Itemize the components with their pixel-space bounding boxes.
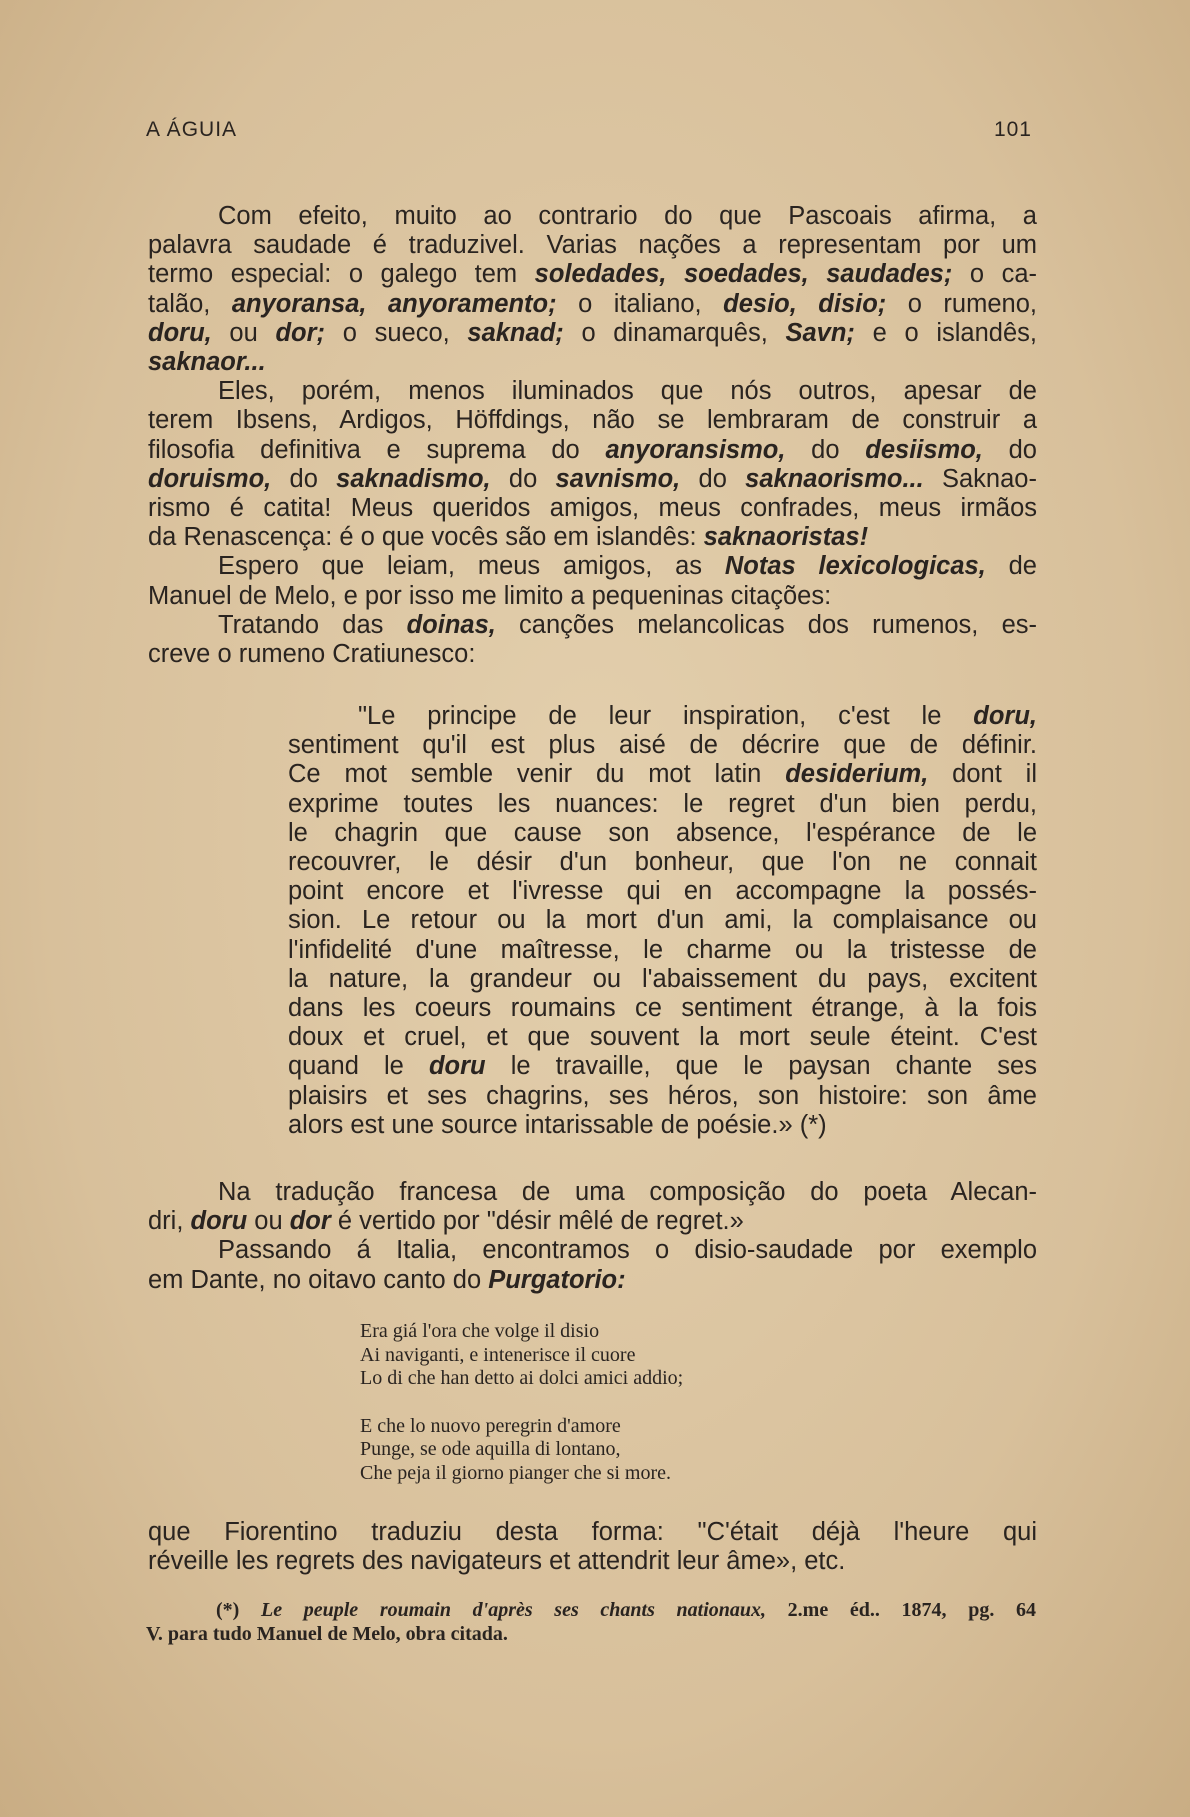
text-line: talão, anyoransa, anyoramento; o italiano, desio, disio; o rumeno, — [148, 289, 1037, 318]
text-line: Manuel de Melo, e por isso me limito a pequeninas citações: — [148, 581, 832, 610]
emphasis: doru, — [973, 702, 1037, 730]
text-line: filosofia definitiva e suprema do anyoransismo, do desiismo, do — [148, 435, 1037, 464]
body-paragraph — [148, 1236, 1037, 1294]
emphasis: doru — [428, 1052, 486, 1081]
emphasis: Notas lexicologicas, — [724, 552, 986, 581]
emphasis: soledades, soedades, saudades; — [534, 260, 953, 289]
page-number: 101 — [993, 118, 1032, 141]
footnote — [146, 1598, 1036, 1646]
emphasis: doinas, — [406, 610, 496, 639]
text-line: creve o rumeno Cratiunesco: — [148, 640, 476, 669]
dante-verse — [360, 1320, 683, 1485]
text-line: terem Ibsens, Ardigos, Höffdings, não se lembraram de construir a — [148, 406, 1037, 435]
footnote-line: V. para tudo Manuel de Melo, obra citada. — [146, 1623, 508, 1645]
quote-line: doux et cruel, et que souvent la mort seule éteint. C'est — [288, 1023, 1037, 1052]
body-paragraph — [148, 377, 1037, 552]
emphasis: desiismo, — [865, 435, 983, 464]
text-line: Passando á Italia, encontramos o disio-saudade por exemplo — [218, 1236, 1037, 1265]
quote-line: point encore et l'ivresse qui en accompagne la possés- — [288, 877, 1037, 906]
text-line — [148, 348, 1037, 377]
verse-line: Era giá l'ora che volge il disio — [360, 1320, 600, 1342]
quote-line: "Le principe de leur inspiration, c'est le doru, — [358, 702, 1037, 730]
text-line: Na tradução francesa de uma composição do poeta Alecan- — [218, 1178, 1037, 1206]
emphasis: dor — [289, 1207, 331, 1236]
quote-line: le chagrin que cause son absence, l'espérance de le — [288, 818, 1037, 847]
text-line: doruismo, do saknadismo, do savnismo, do saknaorismo... Saknao- — [148, 464, 1037, 493]
emphasis: dor; — [275, 318, 326, 347]
text-line: réveille les regrets des navigateurs et attendrit leur âme», etc. — [148, 1547, 846, 1576]
emphasis: saknadismo, — [336, 464, 491, 493]
quote-line: sentiment qu'il est plus aisé de décrire que de définir. — [288, 731, 1037, 760]
emphasis: desio, disio; — [723, 289, 887, 318]
emphasis: doru, — [148, 318, 212, 347]
text-line: Espero que leiam, meus amigos, as Notas lexicologicas, de — [218, 552, 1037, 581]
emphasis: savnismo, — [555, 464, 681, 493]
text-line: que Fiorentino traduziu desta forma: "C'était déjà l'heure qui — [148, 1518, 1037, 1546]
closing-text — [148, 1518, 1037, 1576]
text-line: rismo é catita! Meus queridos amigos, meus confrades, meus irmãos — [148, 494, 1037, 523]
emphasis: saknaoristas! — [703, 523, 869, 552]
text-line: dri, doru ou dor é vertido por "désir mêlé de regret.» — [148, 1207, 744, 1236]
body-paragraph — [148, 552, 1037, 610]
quote-line: recouvrer, le désir d'un bonheur, que l'on ne connait — [288, 848, 1037, 877]
emphasis: saknaor... — [148, 348, 266, 377]
footnote-line: (*) Le peuple roumain d'après ses chants nationaux, 2.me éd.. 1874, pg. 64 — [216, 1599, 1036, 1621]
emphasis: Savn; — [785, 318, 855, 347]
emphasis: Purgatorio: — [488, 1265, 626, 1294]
text-line: palavra saudade é traduzivel. Varias nações a representam por um — [148, 231, 1037, 260]
verse-line: Ai naviganti, e intenerisce il cuore — [360, 1343, 636, 1366]
text-line: Com efeito, muito ao contrario do que Pascoais afirma, a — [218, 202, 1037, 230]
journal-title: A ÁGUIA — [146, 118, 238, 141]
quote-line: dans les coeurs roumains ce sentiment étrange, à la fois — [288, 994, 1037, 1023]
emphasis: doruismo, — [148, 464, 272, 493]
verse-line: Punge, se ode aquilla di lontano, — [360, 1438, 621, 1460]
quote-line: l'infidelité d'une maîtresse, le charme ou la tristesse de — [288, 935, 1037, 964]
quote-line: alors est une source intarissable de poésie.» (*) — [288, 1110, 827, 1139]
main-text — [148, 202, 1037, 669]
block-quote — [288, 702, 1037, 1140]
main-text-continued — [148, 1178, 1037, 1295]
verse-line: Che peja il giorno pianger che si more. — [360, 1461, 672, 1484]
body-paragraph — [148, 202, 1037, 377]
quote-line: la nature, la grandeur ou l'abaissement du pays, excitent — [288, 964, 1037, 993]
text-line: doru, ou dor; o sueco, saknad; o dinamarquês, Savn; e o islandês, — [148, 318, 1037, 347]
verse-line: E che lo nuovo peregrin d'amore — [360, 1414, 621, 1437]
text-line: em Dante, no oitavo canto do Purgatorio: — [148, 1265, 626, 1294]
emphasis: doru — [190, 1207, 248, 1236]
emphasis: anyoransa, anyoramento; — [231, 289, 557, 318]
quote-line: sion. Le retour ou la mort d'un ami, la complaisance ou — [288, 906, 1037, 935]
emphasis: saknaorismo... — [745, 464, 924, 493]
text-line: Eles, porém, menos iluminados que nós outros, apesar de — [218, 377, 1037, 406]
emphasis: desiderium, — [785, 760, 929, 789]
body-paragraph — [148, 1178, 1037, 1236]
quote-line: exprime toutes les nuances: le regret d'un bien perdu, — [288, 789, 1037, 818]
emphasis: saknad; — [467, 318, 564, 347]
emphasis: anyoransismo, — [605, 435, 786, 464]
quote-line: plaisirs et ses chagrins, ses héros, son histoire: son âme — [288, 1081, 1037, 1110]
verse-line: Lo di che han detto ai dolci amici addio; — [360, 1367, 684, 1389]
body-paragraph — [148, 611, 1037, 669]
text-line: termo especial: o galego tem soledades, soedades, saudades; o ca- — [148, 260, 1038, 289]
text-line: Tratando das doinas, canções melancolicas dos rumenos, es- — [218, 610, 1037, 639]
quote-line: Ce mot semble venir du mot latin desiderium, dont il — [288, 760, 1037, 789]
text-line: da Renascença: é o que vocês são em islandês: saknaoristas! — [148, 523, 869, 552]
quote-line: quand le doru le travaille, que le paysan chante ses — [288, 1052, 1037, 1081]
